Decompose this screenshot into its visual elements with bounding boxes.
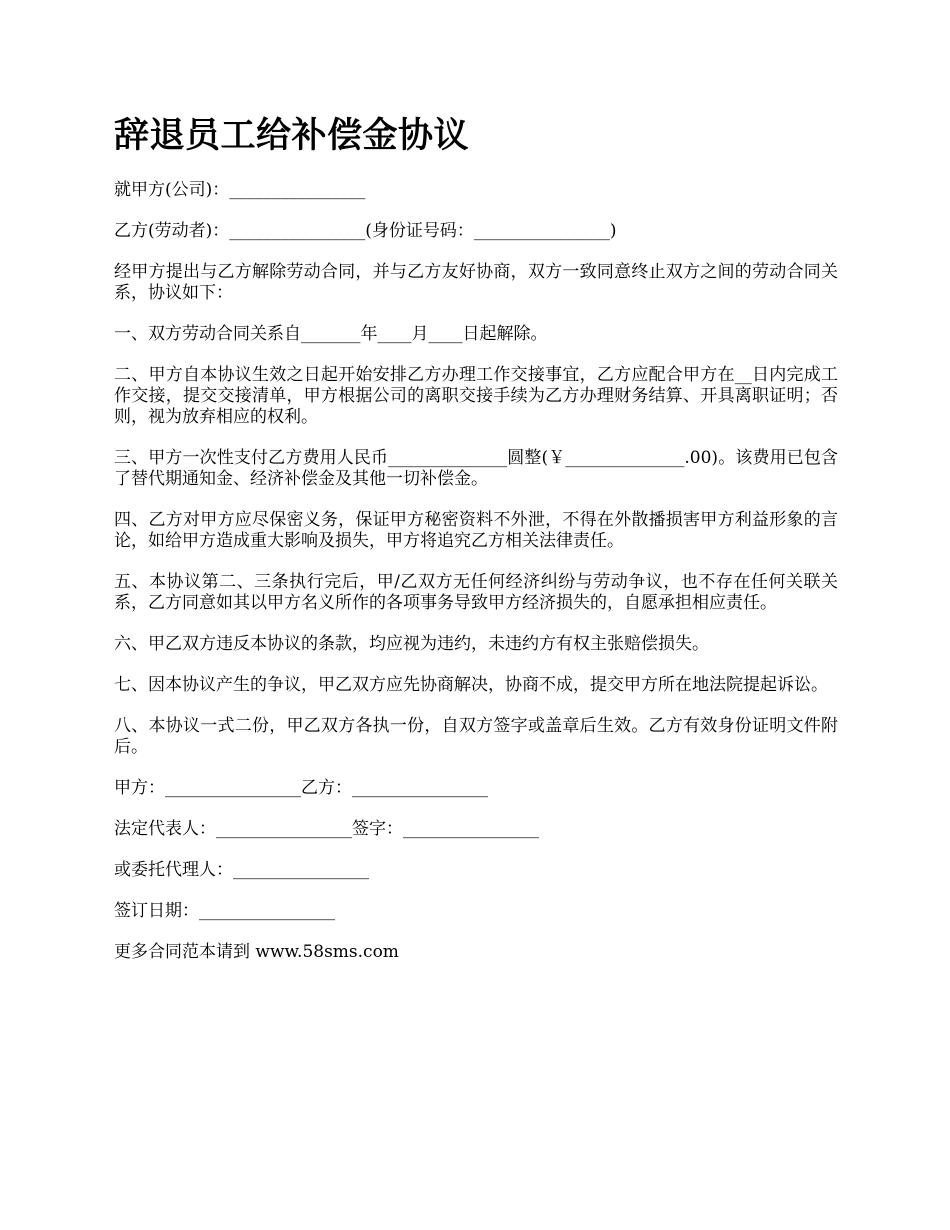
intro-paragraph: 经甲方提出与乙方解除劳动合同，并与乙方友好协商，双方一致同意终止双方之间的劳动合同关系，协议如下： (114, 262, 838, 303)
clause-5: 五、本协议第二、三条执行完后，甲/乙双方无任何经济纠纷与劳动争议，也不存在任何关联关系，乙方同意如其以甲方名义所作的各项事务导致甲方经济损失的，自愿承担相应责任。 (114, 572, 838, 613)
clause-2: 二、甲方自本协议生效之日起开始安排乙方办理工作交接事宜，乙方应配合甲方在__日内完成工作交接，提交交接清单，甲方根据公司的离职交接手续为乙方办理财务结算、开具离职证明；否则，视为放弃相应的权利。 (114, 365, 838, 427)
document-body (114, 112, 838, 963)
document-title: 辞退员工给补偿金协议 (114, 116, 470, 156)
signature-representative-line: 法定代表人：________________签字：________________ (114, 819, 539, 839)
party-b-line: 乙方(劳动者)：________________(身份证号码：________________) (114, 221, 617, 241)
signature-parties-line: 甲方：________________乙方：________________ (114, 778, 488, 798)
party-a-line: 就甲方(公司)：________________ (114, 180, 366, 200)
signature-agent-line: 或委托代理人：________________ (114, 860, 369, 880)
clause-1: 一、双方劳动合同关系自_______年____月____日起解除。 (114, 324, 548, 344)
clause-6: 六、甲乙双方违反本协议的条款，均应视为违约，未违约方有权主张赔偿损失。 (114, 634, 709, 654)
footer-note: 更多合同范本请到 www.58sms.com (114, 942, 399, 962)
clause-3: 三、甲方一次性支付乙方费用人民币______________圆整(￥______________.00)。该费用已包含了替代期通知金、经济补偿金及其他一切补偿金。 (114, 448, 838, 489)
clause-4: 四、乙方对甲方应尽保密义务，保证甲方秘密资料不外泄，不得在外散播损害甲方利益形象的言论，如给甲方造成重大影响及损失，甲方将追究乙方相关法律责任。 (114, 510, 838, 551)
signature-date-line: 签订日期：________________ (114, 901, 335, 921)
clause-7: 七、因本协议产生的争议，甲乙双方应先协商解决，协商不成，提交甲方所在地法院提起诉讼。 (114, 675, 828, 695)
clause-8: 八、本协议一式二份，甲乙双方各执一份，自双方签字或盖章后生效。乙方有效身份证明文件附后。 (114, 716, 838, 757)
